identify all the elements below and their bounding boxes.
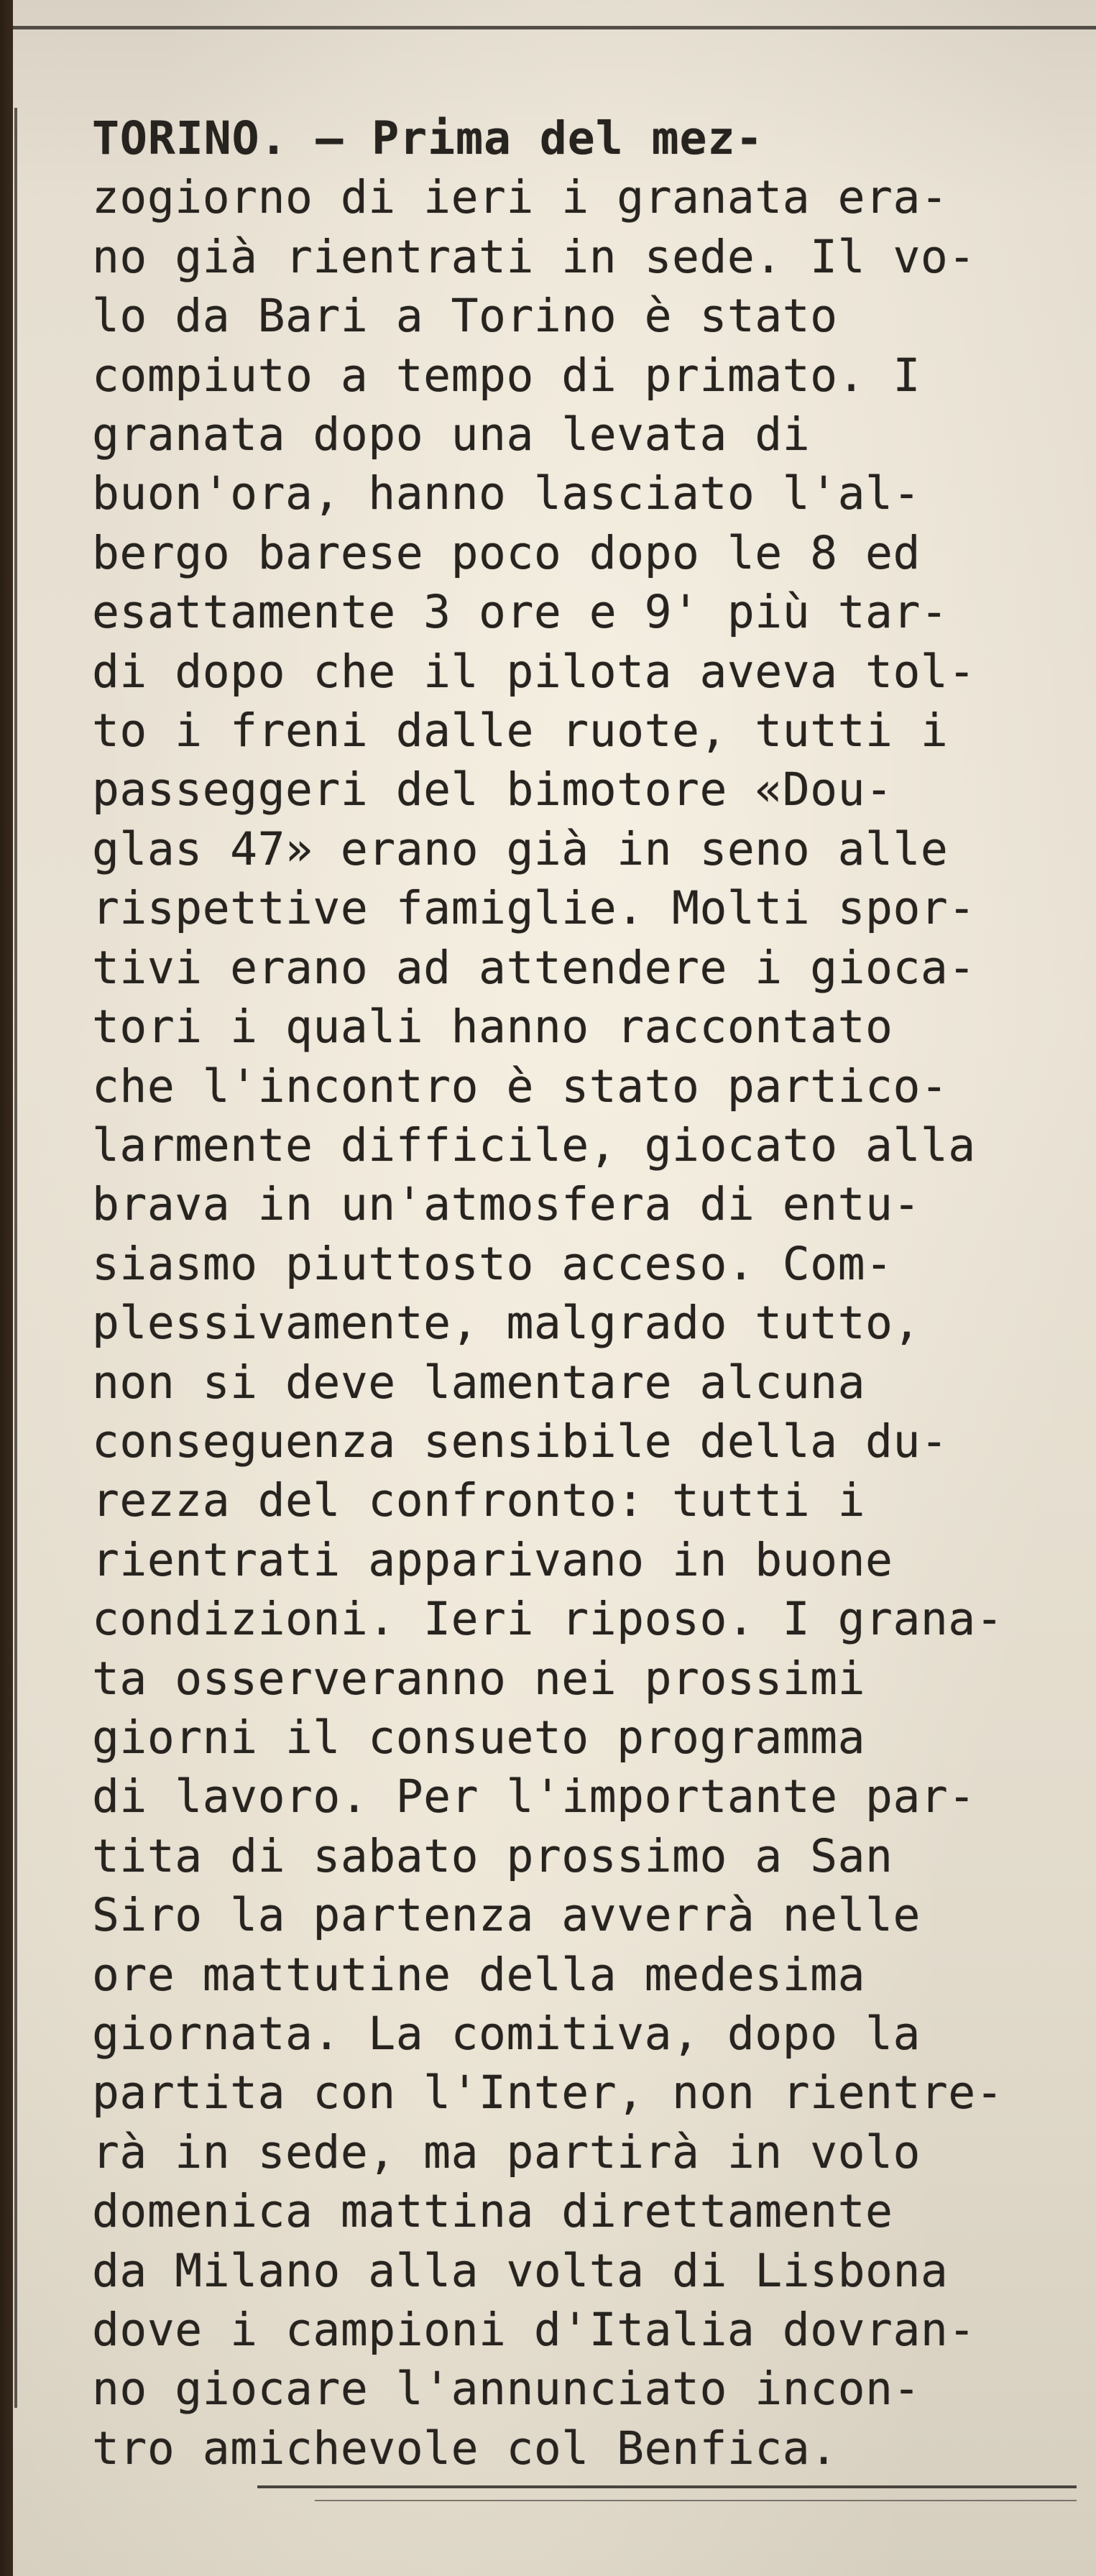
article-line: no già rientrati in sede. Il vo- (92, 230, 976, 283)
article-body (92, 109, 1077, 2478)
article-line: tita di sabato prossimo a San (92, 1829, 893, 1882)
article-line: esattamente 3 ore e 9' più tar- (92, 586, 949, 639)
bottom-rule (257, 2485, 1077, 2488)
article-line: granata dopo una levata di (92, 408, 811, 461)
column-rule (14, 108, 17, 2408)
article-line: dove i campioni d'Italia dovran- (92, 2304, 976, 2357)
article-line: siasmo piuttosto acceso. Com- (92, 1237, 893, 1290)
article-line: tivi erano ad attendere i gioca- (92, 941, 976, 994)
article-line: brava in un'atmosfera di entu- (92, 1178, 921, 1231)
article-line: glas 47» erano già in seno alle (92, 822, 949, 875)
article-line: domenica mattina direttamente (92, 2185, 893, 2238)
bottom-rule-thin (315, 2500, 1077, 2501)
article-line: giorni il consueto programma (92, 1711, 866, 1764)
article-line: compiuto a tempo di primato. I (92, 349, 921, 402)
article-line: di lavoro. Per l'importante par- (92, 1770, 976, 1823)
article-line: partita con l'Inter, non rientre- (92, 2066, 1004, 2120)
article-line: non si deve lamentare alcuna (92, 1356, 866, 1409)
article-line: Siro la partenza avverrà nelle (92, 1889, 921, 1942)
article-line: rispettive famiglie. Molti spor- (92, 882, 976, 935)
article-line: giornata. La comitiva, dopo la (92, 2007, 921, 2060)
article-line: conseguenza sensibile della du- (92, 1414, 949, 1468)
article-line: buon'ora, hanno lasciato l'al- (92, 467, 921, 520)
dateline-line: TORINO. — Prima del mez- (92, 112, 764, 165)
article-line: passeggeri del bimotore «Dou- (92, 763, 893, 816)
article-line: di dopo che il pilota aveva tol- (92, 645, 976, 698)
article-line: to i freni dalle ruote, tutti i (92, 704, 949, 758)
article-line: ore mattutine della medesima (92, 1948, 866, 2001)
article-line: condizioni. Ieri riposo. I grana- (92, 1593, 1004, 1646)
article-line: no giocare l'annunciato incon- (92, 2363, 921, 2416)
article-line: zogiorno di ieri i granata era- (92, 171, 949, 224)
article-line: che l'incontro è stato partico- (92, 1059, 949, 1113)
article-line: lo da Bari a Torino è stato (92, 290, 838, 343)
article-line: rà in sede, ma partirà in volo (92, 2125, 921, 2179)
article-line: tro amichevole col Benfica. (92, 2421, 838, 2475)
article-line: ta osserveranno nei prossimi (92, 1652, 866, 1705)
article-line: plessivamente, malgrado tutto, (92, 1297, 921, 1350)
top-rule (13, 26, 1096, 29)
article-line: larmente difficile, giocato alla (92, 1118, 976, 1172)
article-line: tori i quali hanno raccontato (92, 1000, 893, 1054)
newspaper-column (13, 0, 1096, 2576)
article-line: da Milano alla volta di Lisbona (92, 2244, 949, 2297)
article-line: rientrati apparivano in buone (92, 1533, 893, 1586)
article-line: rezza del confronto: tutti i (92, 1474, 866, 1527)
article-line: bergo barese poco dopo le 8 ed (92, 526, 921, 579)
